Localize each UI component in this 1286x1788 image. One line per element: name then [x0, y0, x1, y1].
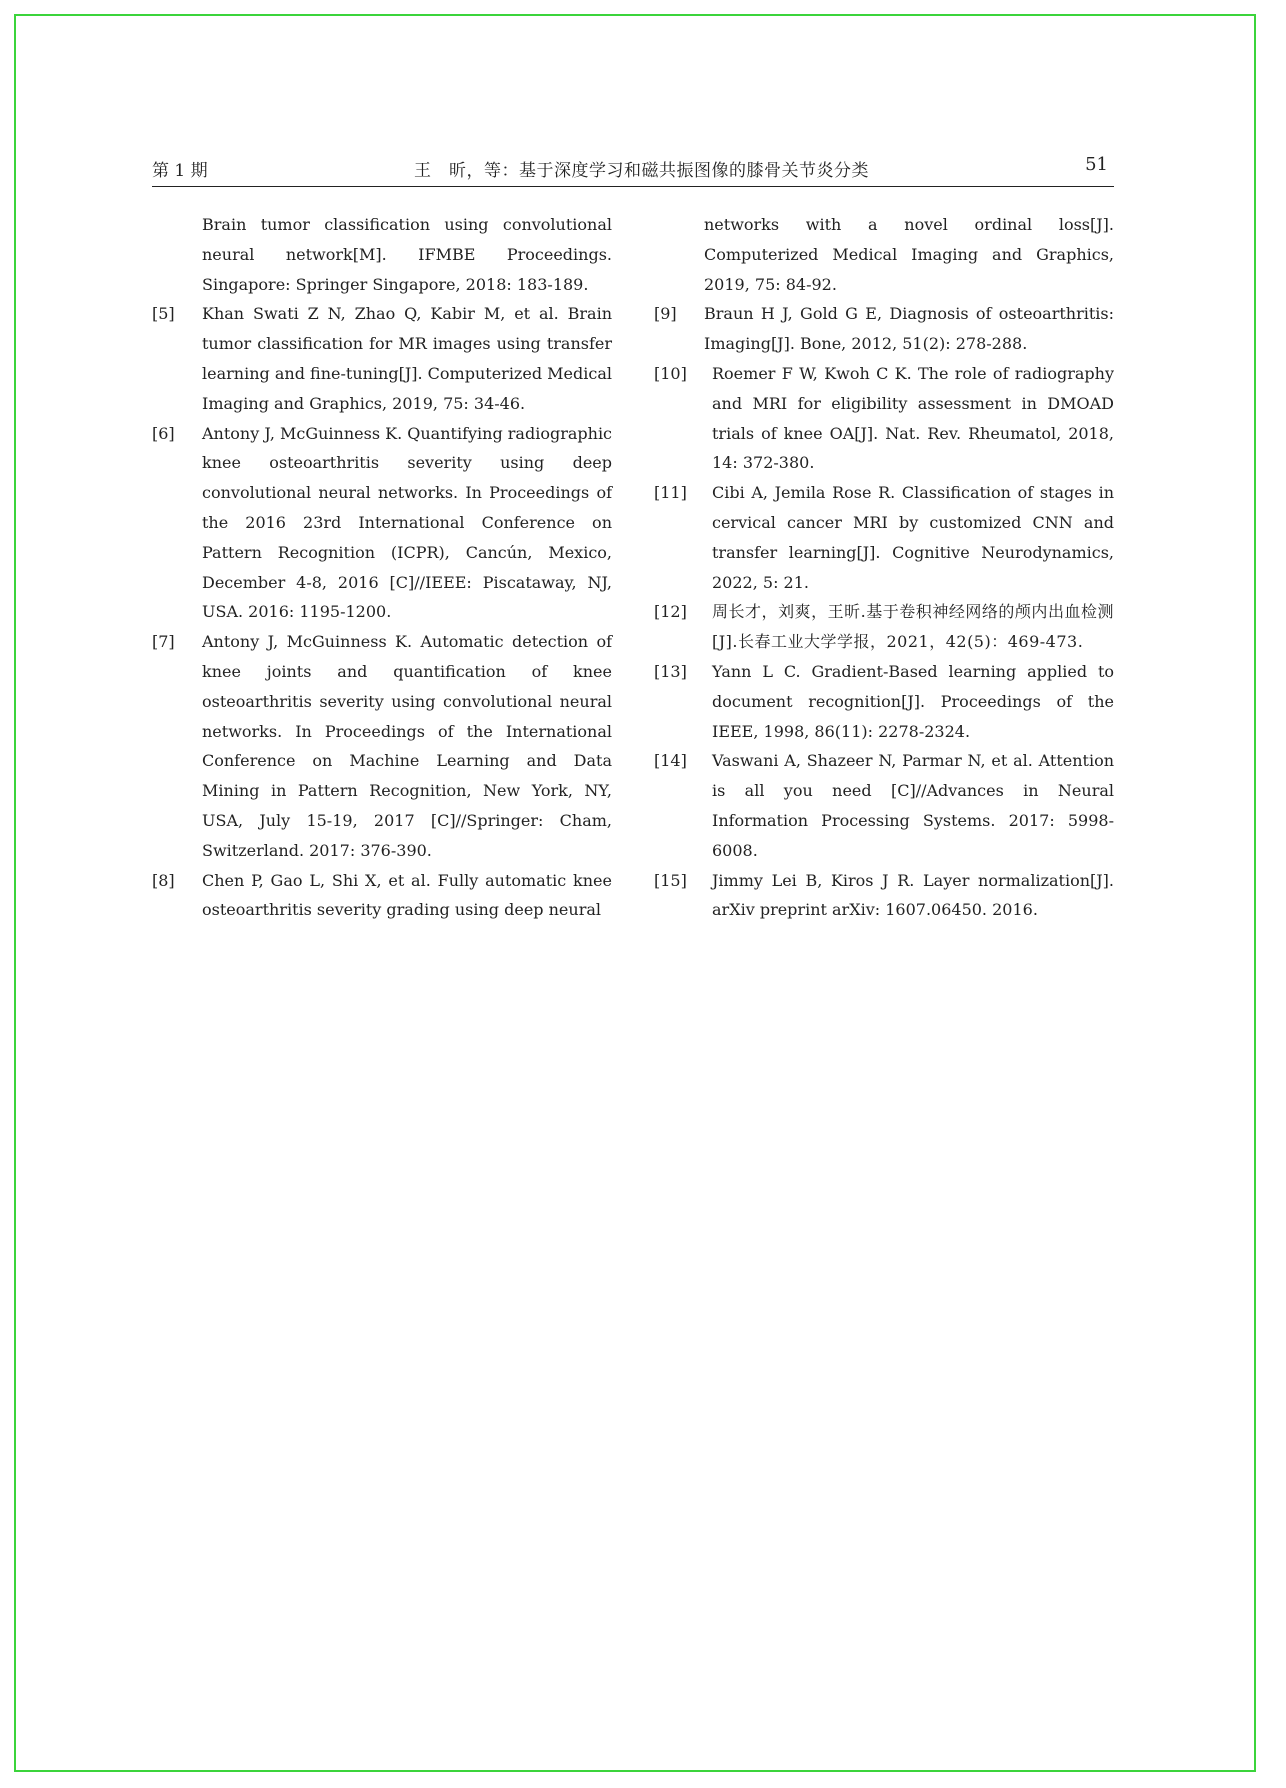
reference-text: Roemer F W, Kwoh C K. The role of radiography and MRI for eligibility assessment in DMOAD trials of knee OA[J]. Nat. Rev. Rheumatol, 2018, 14: 372-380.: [712, 363, 1114, 473]
reference-text: Antony J, McGuinness K. Quantifying radiographic knee osteoarthritis severity using deep convolutional neural networks. In Proceedings of the 2016 23rd International Conference on Pattern Recognition (ICPR), Cancún, Mexico, December 4-8, 2016 [C]//IEEE: Piscataway, NJ, USA. 2016: 1195-1200.: [202, 423, 613, 622]
reference-item: [654, 478, 1114, 597]
reference-item: [152, 866, 612, 926]
reference-number: [10]: [654, 363, 687, 383]
reference-item: [654, 597, 1114, 657]
reference-text: Khan Swati Z N, Zhao Q, Kabir M, et al. Brain tumor classification for MR images using transfer learning and fine-tuning[J]. Computerized Medical Imaging and Graphics, 2019, 75: 34-46.: [202, 304, 612, 413]
reference-continuation: [152, 210, 612, 299]
reference-number: [7]: [152, 632, 175, 652]
reference-item: [654, 866, 1114, 926]
reference-number: [14]: [654, 751, 687, 771]
reference-number: [8]: [152, 870, 175, 890]
reference-item: [152, 419, 612, 628]
issue-label: 第 1 期: [152, 161, 208, 181]
reference-text: Vaswani A, Shazeer N, Parmar N, et al. Attention is all you need [C]//Advances in Neural Information Processing Systems. 2017: 5998-6008.: [712, 751, 1114, 860]
running-header: [152, 150, 1114, 187]
reference-number: [6]: [152, 423, 175, 443]
reference-item: [654, 657, 1114, 746]
reference-text: Antony J, McGuinness K. Automatic detection of knee joints and quantification of knee osteoarthritis severity using convolutional neural networks. In Proceedings of the International Conference on Machine Learning and Data Mining in Pattern Recognition, New York, NY, USA, July 15-19, 2017 [C]//Springer: Cham, Switzerland. 2017: 376-390.: [202, 632, 612, 860]
reference-continuation: [654, 210, 1114, 299]
reference-text: Braun H J, Gold G E, Diagnosis of osteoarthritis: Imaging[J]. Bone, 2012, 51(2): 278-288.: [704, 304, 1114, 354]
reference-item: [654, 359, 1114, 478]
reference-number: [12]: [654, 602, 687, 622]
reference-item: [152, 627, 612, 865]
right-column: [654, 210, 1114, 925]
reference-text: networks with a novel ordinal loss[J]. Computerized Medical Imaging and Graphics, 2019, 75: 84-92.: [704, 215, 1114, 294]
reference-text: Cibi A, Jemila Rose R. Classification of stages in cervical cancer MRI by customized CNN and transfer learning[J]. Cognitive Neurodynamics, 2022, 5: 21.: [712, 483, 1114, 592]
reference-item: [152, 299, 612, 418]
reference-text: Jimmy Lei B, Kiros J R. Layer normalization[J]. arXiv preprint arXiv: 1607.06450. 2016.: [712, 870, 1114, 920]
reference-number: [9]: [654, 304, 677, 324]
reference-item: [654, 746, 1114, 865]
reference-text: Chen P, Gao L, Shi X, et al. Fully automatic knee osteoarthritis severity grading using deep neural: [202, 870, 612, 920]
reference-text: 周长才，刘爽，王昕.基于卷积神经网络的颅内出血检测[J].长春工业大学学报，2021，42(5)：469-473.: [712, 602, 1114, 652]
reference-number: [13]: [654, 661, 687, 681]
reference-item: [654, 299, 1114, 359]
page-number: 51: [1085, 154, 1108, 175]
running-title: 王 昕，等：基于深度学习和磁共振图像的膝骨关节炎分类: [414, 161, 869, 181]
reference-number: [5]: [152, 304, 175, 324]
reference-text: Brain tumor classification using convolutional neural network[M]. IFMBE Proceedings. Singapore: Springer Singapore, 2018: 183-189.: [202, 215, 612, 294]
left-column: [152, 210, 612, 925]
reference-number: [15]: [654, 870, 687, 890]
reference-text: Yann L C. Gradient-Based learning applied to document recognition[J]. Proceedings of the IEEE, 1998, 86(11): 2278-2324.: [712, 661, 1114, 741]
reference-number: [11]: [654, 483, 687, 503]
